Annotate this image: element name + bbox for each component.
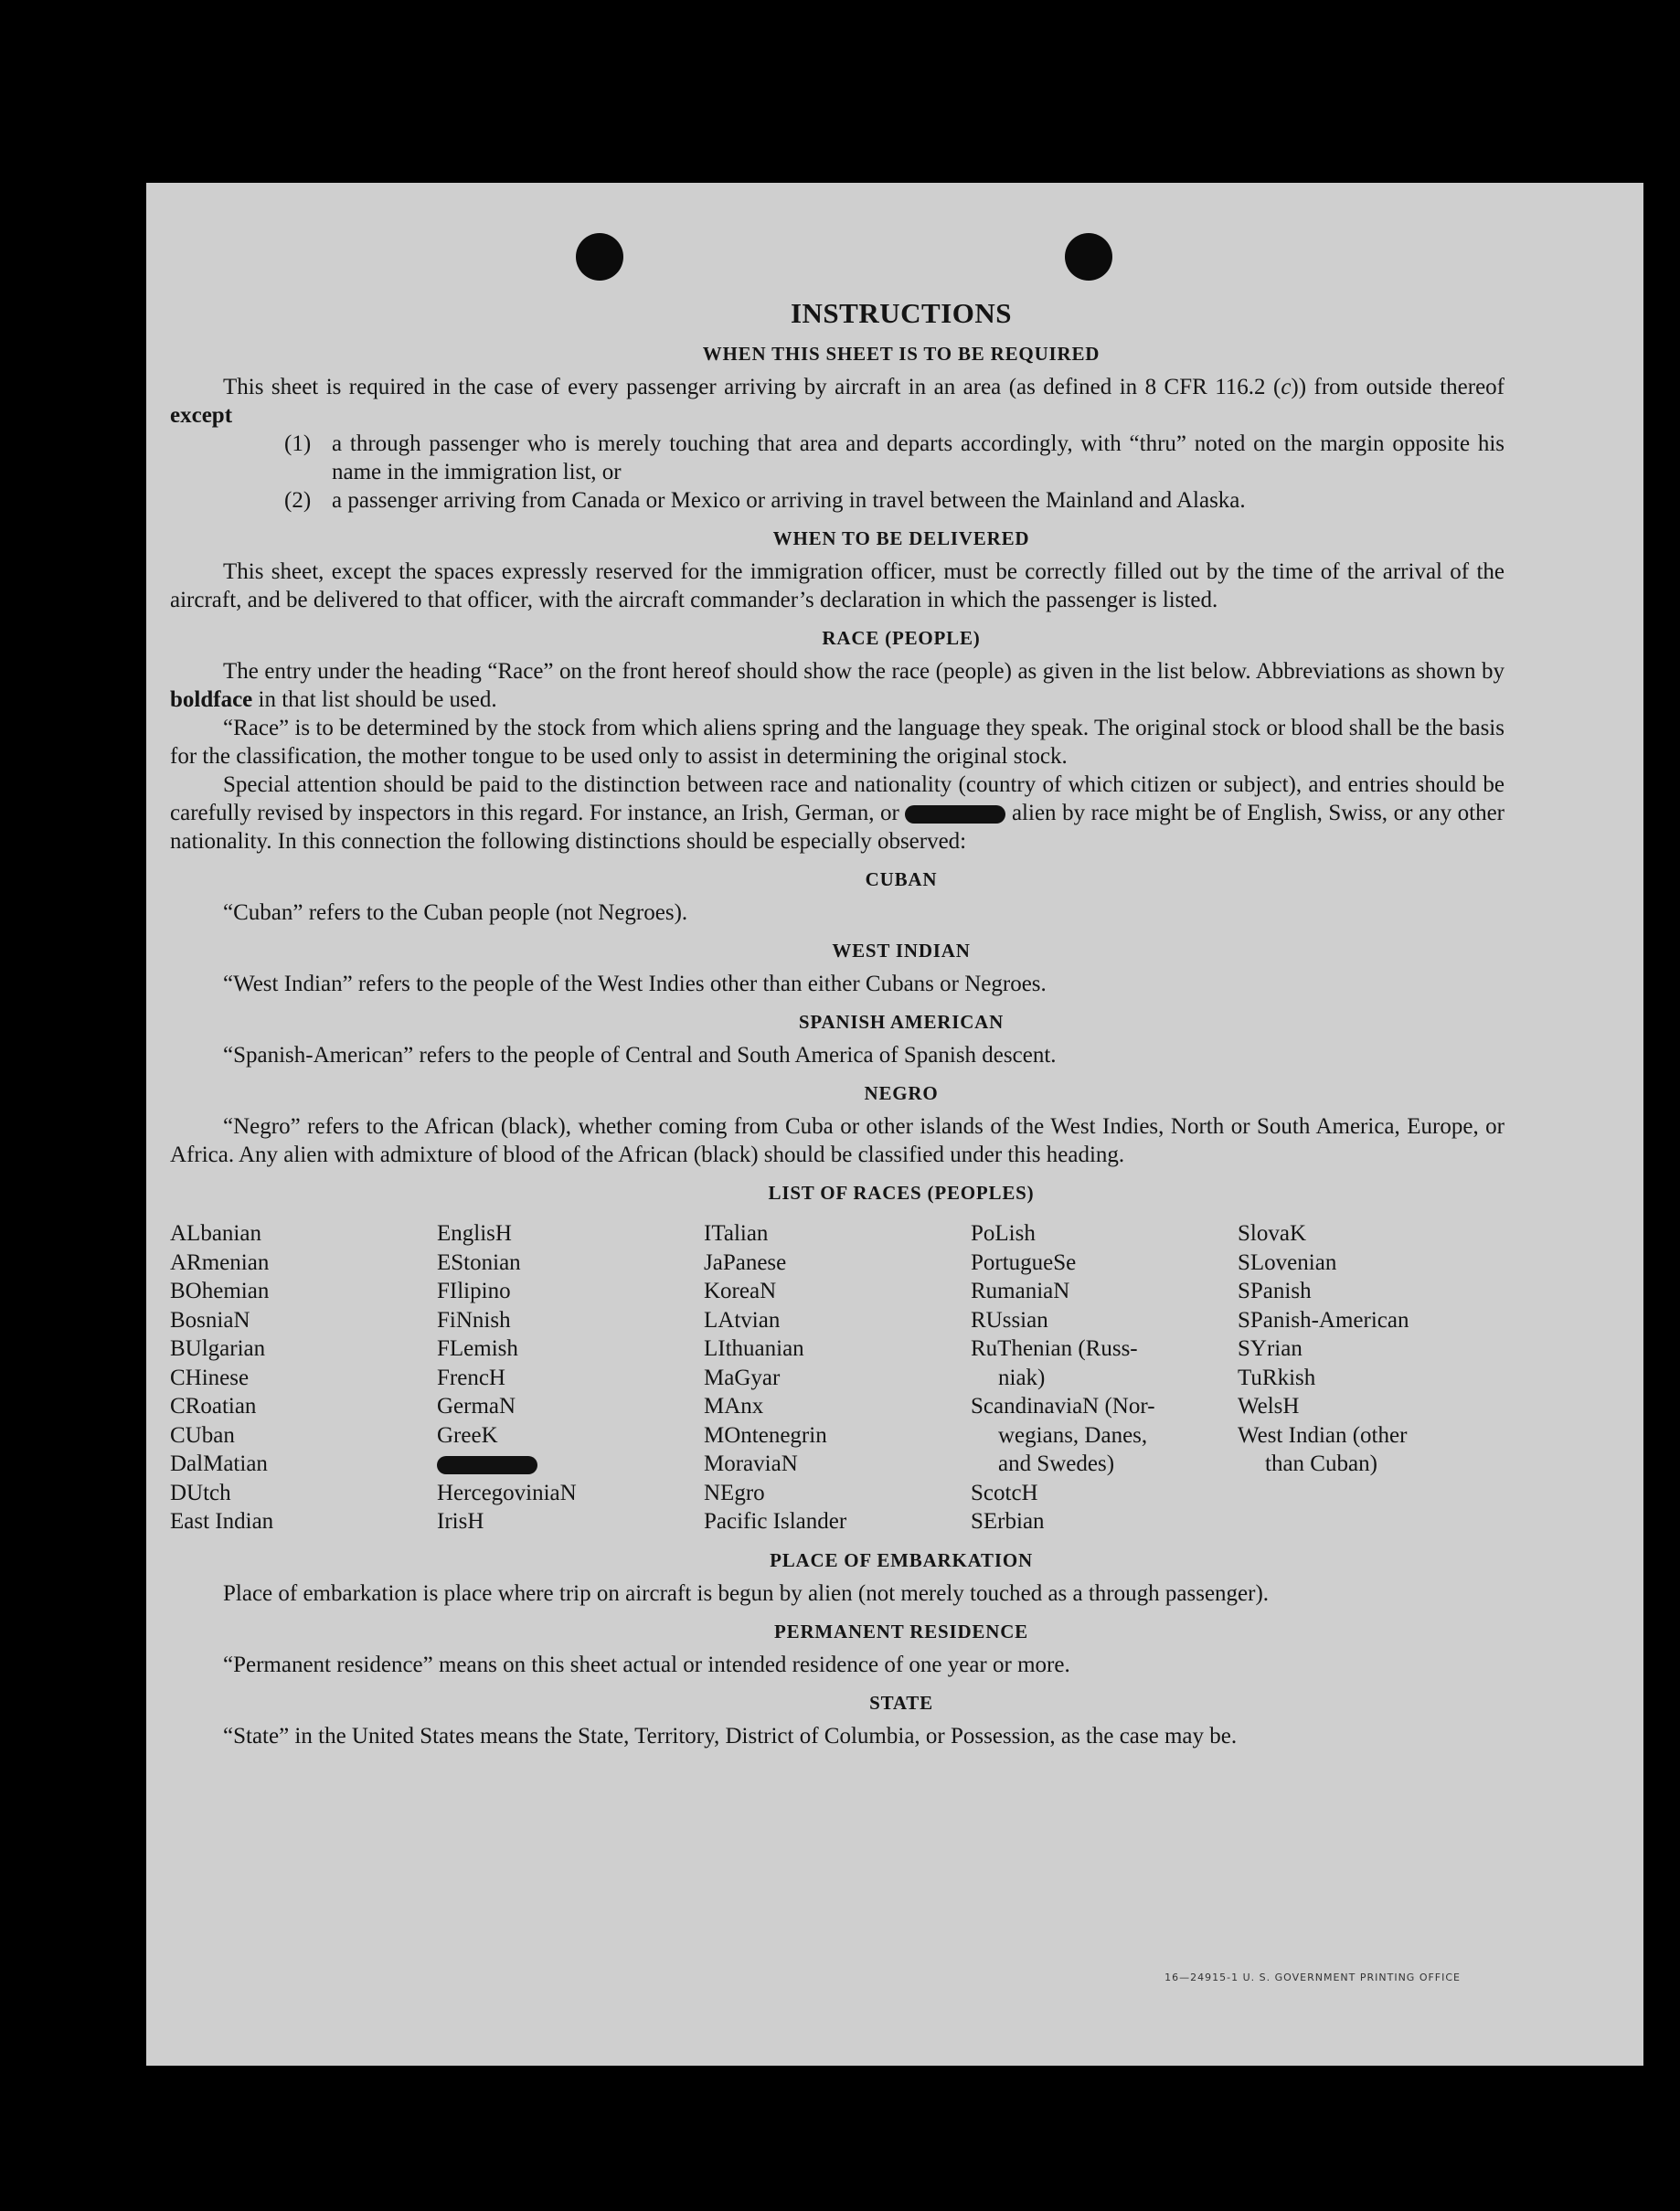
race-entry: RUssian: [971, 1307, 1048, 1333]
races-column-1: [170, 1219, 437, 1536]
required-item-1: [284, 430, 1505, 486]
race-entry: GermaN: [437, 1394, 516, 1419]
races-column-2: [437, 1219, 704, 1536]
redaction-mark: [905, 805, 1005, 824]
heading-place-of-embarkation: PLACE OF EMBARKATION: [770, 1548, 1033, 1571]
residence-text: “Permanent residence” means on this sheet actual or intended residence of one year or more.: [223, 1652, 1070, 1677]
document-sheet: [146, 183, 1643, 2066]
heading-race: RACE (PEOPLE): [822, 627, 981, 649]
race-entry: IrisH: [437, 1509, 484, 1534]
race-entry: BosniaN: [170, 1307, 250, 1333]
state-text: “State” in the United States means the State, Territory, District of Columbia, or Possession, as the case may be.: [223, 1723, 1238, 1749]
race-entry: FiNnish: [437, 1307, 511, 1333]
race-entry: BUlgarian: [170, 1336, 266, 1361]
heading-cuban: CUBAN: [865, 868, 938, 890]
race-entry: SPanish-American: [1238, 1307, 1409, 1333]
race-entry: CRoatian: [170, 1394, 257, 1419]
races-column-3: [704, 1219, 971, 1536]
race-entry: KoreaN: [704, 1279, 777, 1303]
required-intro: This sheet is required in the case of every passenger arriving by aircraft in an area (as defined in 8 CFR 116.2 (c)) from outside thereof except: [170, 375, 1505, 428]
race-entry: West Indian (other: [1238, 1422, 1408, 1448]
heading-spanish-american: SPANISH AMERICAN: [798, 1011, 1005, 1033]
redaction-mark: [437, 1456, 537, 1474]
race-entry: East Indian: [170, 1509, 274, 1534]
redacted-race-entry: [437, 1450, 704, 1479]
race-entry: DUtch: [170, 1480, 231, 1505]
instructions-content: [170, 297, 1505, 1750]
race-entry-continued: niak): [998, 1365, 1046, 1390]
race-entry: MaGyar: [704, 1365, 781, 1390]
race-entry: BOhemian: [170, 1279, 270, 1303]
race-entry: MAnx: [704, 1394, 764, 1419]
item-number: (1): [284, 431, 312, 456]
race-entry: SErbian: [971, 1509, 1045, 1534]
race-paragraph-3: Special attention should be paid to the distinction between race and nationality (country of which citizen or subject), and entries should be carefully revised by inspectors in this regard. For instance, an Irish, German, or alien by race might be of English, Swiss, or any other nationality. In this connection the following distinctions should be especially observed:: [170, 772, 1505, 854]
heading-state: STATE: [869, 1691, 933, 1714]
race-entry: RuThenian (Russ-: [971, 1336, 1138, 1361]
race-entry: PortugueSe: [971, 1249, 1077, 1275]
races-column-4: [971, 1219, 1238, 1536]
race-entry: FLemish: [437, 1336, 518, 1361]
race-entry: WelsH: [1238, 1394, 1300, 1419]
race-entry: ScotcH: [971, 1480, 1038, 1505]
races-column-5: [1238, 1219, 1505, 1536]
heading-west-indian: WEST INDIAN: [832, 940, 971, 962]
race-entry: SPanish: [1238, 1279, 1312, 1303]
race-entry: NEgro: [704, 1480, 765, 1505]
race-entry-continued: and Swedes): [998, 1451, 1115, 1476]
page-title: INSTRUCTIONS: [790, 297, 1012, 329]
race-paragraph-1: The entry under the heading “Race” on the front hereof should show the race (people) as given in the list below. Abbreviations as shown by boldface in that list should be used.: [170, 659, 1505, 712]
race-entry: CHinese: [170, 1365, 250, 1390]
race-entry: JaPanese: [704, 1249, 787, 1275]
punch-hole-left: [576, 233, 623, 281]
races-table: [170, 1219, 1505, 1536]
race-entry: ITalian: [704, 1221, 769, 1246]
cuban-text: “Cuban” refers to the Cuban people (not Negroes).: [223, 900, 688, 925]
race-entry: TuRkish: [1238, 1365, 1316, 1390]
race-entry: GreeK: [437, 1422, 498, 1448]
race-entry: FrencH: [437, 1365, 505, 1390]
west-indian-text: “West Indian” refers to the people of the West Indies other than either Cubans or Negroes.: [223, 972, 1047, 996]
race-entry: CUban: [170, 1422, 235, 1448]
race-entry: ScandinaviaN (Nor-: [971, 1394, 1155, 1419]
race-entry: RumaniaN: [971, 1279, 1070, 1303]
delivered-text: This sheet, except the spaces expressly reserved for the immigration officer, must be correctly filled out by the time of the arrival of the aircraft, and be delivered to that officer, with the aircraft commander’s declaration in which the passenger is listed.: [170, 559, 1505, 612]
race-paragraph-2: “Race” is to be determined by the stock from which aliens spring and the language they speak. The original stock or blood shall be the basis for the classification, the mother tongue to be used only to assist in determining the original stock.: [170, 716, 1505, 769]
race-entry: HercegoviniaN: [437, 1480, 577, 1505]
race-entry: LAtvian: [704, 1307, 781, 1333]
heading-list-of-races: LIST OF RACES (PEOPLES): [768, 1182, 1035, 1204]
printing-office-code: 16—24915-1 U. S. GOVERNMENT PRINTING OFFICE: [1164, 1972, 1461, 1983]
race-entry: Pacific Islander: [704, 1509, 847, 1534]
item-text: a passenger arriving from Canada or Mexico or arriving in travel between the Mainland and Alaska.: [332, 488, 1246, 513]
race-entry: ALbanian: [170, 1221, 261, 1246]
heading-negro: NEGRO: [864, 1082, 939, 1104]
race-entry: DalMatian: [170, 1451, 268, 1476]
race-entry: ARmenian: [170, 1249, 270, 1275]
race-entry: SlovaK: [1238, 1221, 1306, 1246]
race-entry: MoraviaN: [704, 1451, 798, 1476]
race-entry: FIlipino: [437, 1279, 511, 1303]
race-entry: PoLish: [971, 1221, 1036, 1246]
required-item-2: [284, 486, 1505, 515]
race-entry: SLovenian: [1238, 1249, 1337, 1275]
punch-hole-right: [1065, 233, 1112, 281]
heading-permanent-residence: PERMANENT RESIDENCE: [774, 1620, 1028, 1642]
spanish-american-text: “Spanish-American” refers to the people of Central and South America of Spanish descent.: [223, 1043, 1057, 1068]
heading-when-required: WHEN THIS SHEET IS TO BE REQUIRED: [702, 343, 1101, 365]
race-entry: EnglisH: [437, 1221, 512, 1246]
race-entry: EStonian: [437, 1249, 521, 1275]
race-entry-continued: than Cuban): [1265, 1451, 1377, 1476]
embarkation-text: Place of embarkation is place where trip on aircraft is begun by alien (not merely touched as a through passenger).: [223, 1580, 1270, 1606]
race-entry: LIthuanian: [704, 1336, 804, 1361]
race-entry-continued: wegians, Danes,: [998, 1422, 1148, 1448]
item-text: a through passenger who is merely touching that area and departs accordingly, with “thru” noted on the margin opposite his name in the immigration list, or: [332, 431, 1505, 484]
heading-when-delivered: WHEN TO BE DELIVERED: [772, 527, 1030, 549]
race-entry: SYrian: [1238, 1336, 1303, 1361]
item-number: (2): [284, 488, 312, 513]
race-entry: MOntenegrin: [704, 1422, 827, 1448]
negro-text: “Negro” refers to the African (black), whether coming from Cuba or other islands of the West Indies, North or South America, Europe, or Africa. Any alien with admixture of blood of the African (black) should be classified under this heading.: [170, 1114, 1505, 1167]
